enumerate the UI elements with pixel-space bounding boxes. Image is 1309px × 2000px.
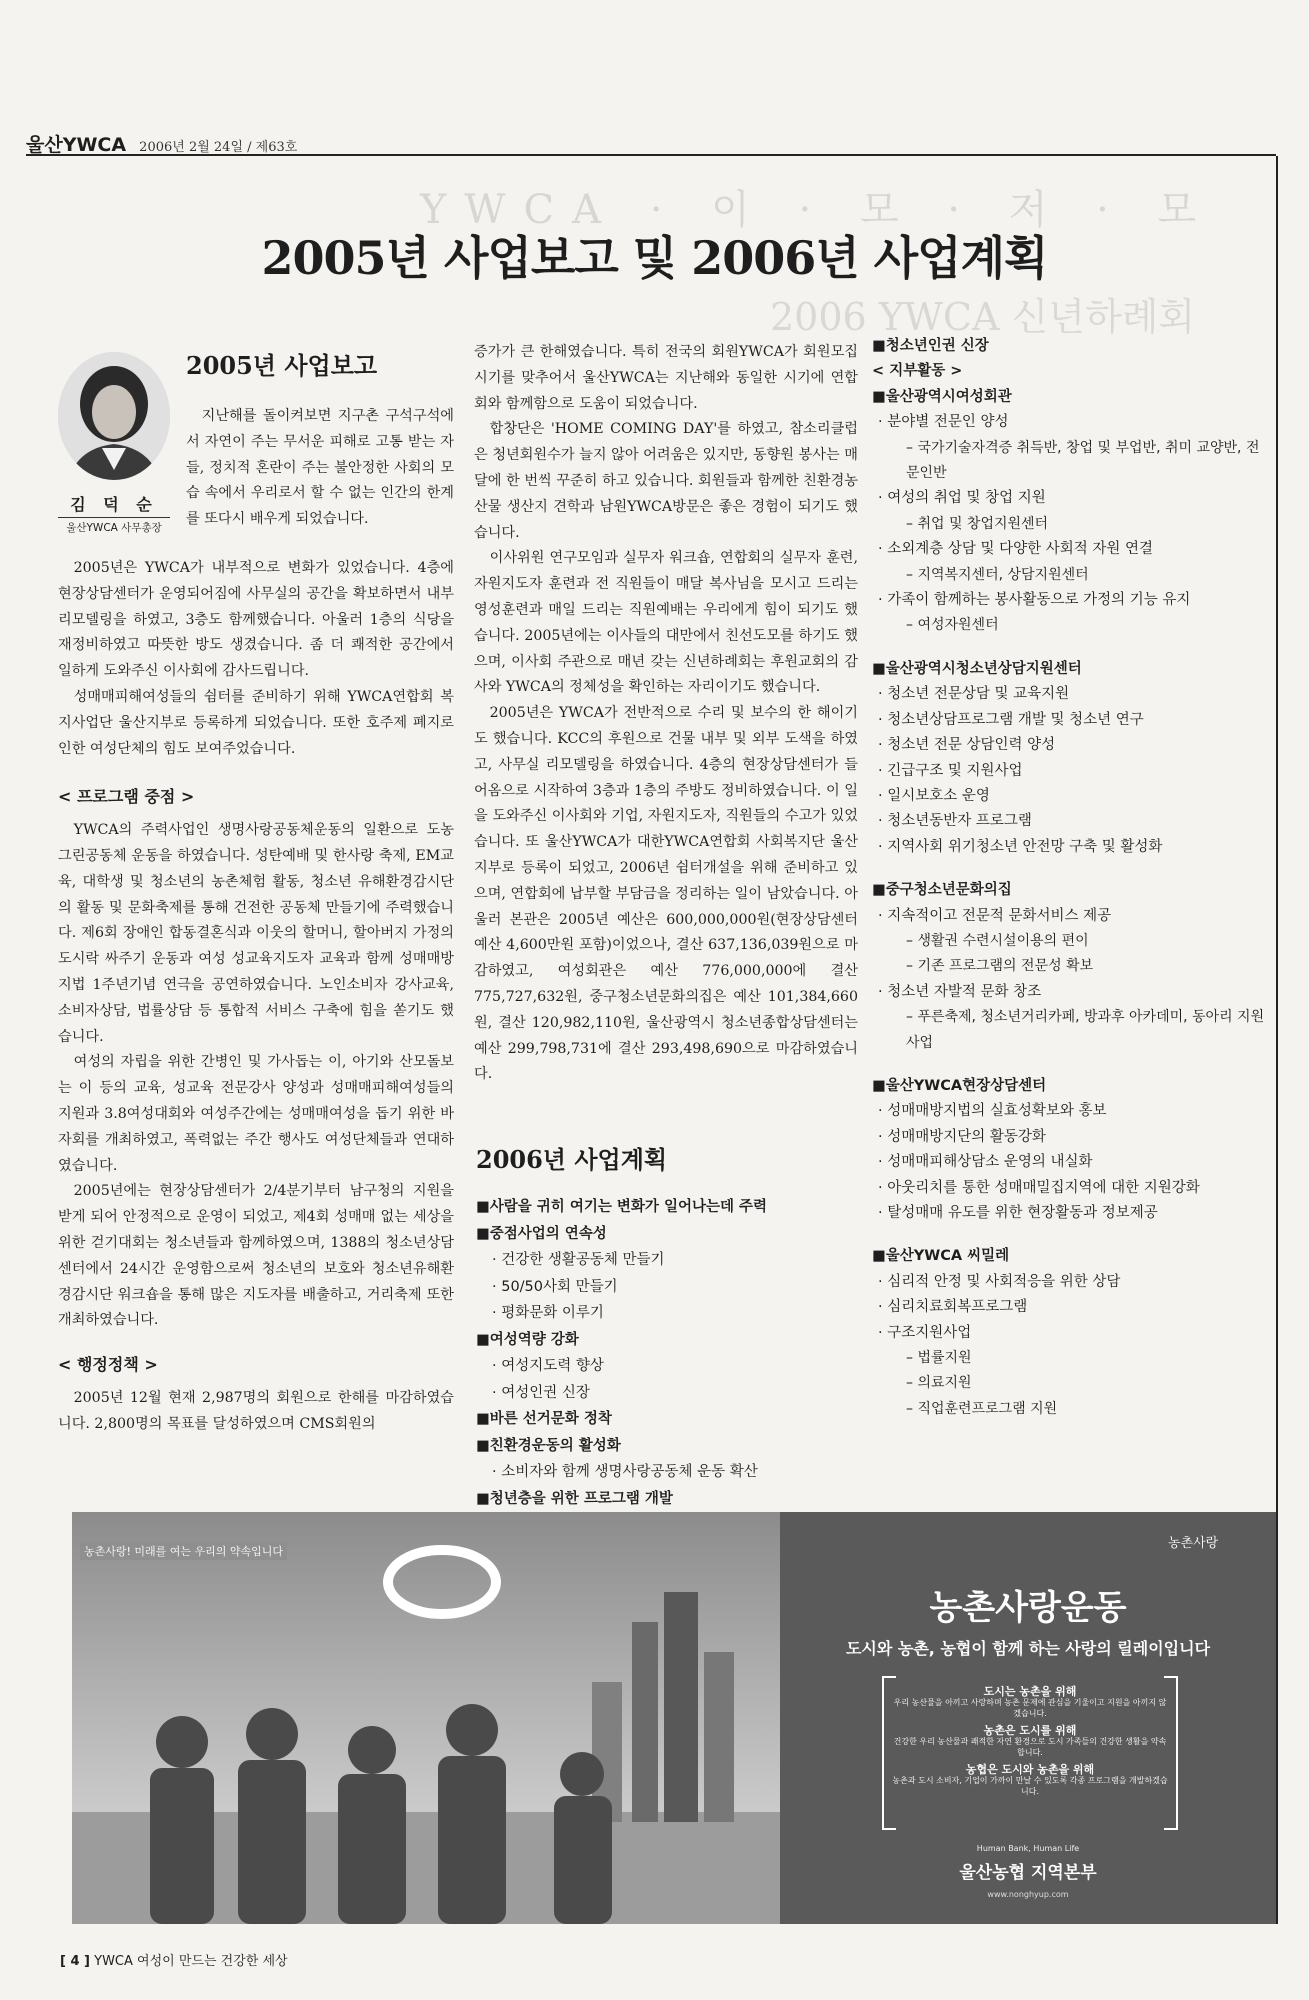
activity-detail: – 생활권 수련시설이용의 편이 — [906, 932, 1089, 949]
spacer — [872, 1226, 1268, 1244]
activity-detail: – 직업훈련프로그램 지원 — [906, 1400, 1058, 1417]
report-paragraph: 여성의 자립을 위한 간병인 및 가사돕는 이, 아기와 산모돌보는 이 등의 교육, 성교육 전문강사 양성과 성매매피해여성들의 지원과 3.8여성대회와 여성주간에는 성매매여성을 돕기 위한 바자회를 개최하였고, 폭력없는 주간 행사도 여성단체들과 연대하였습니다. — [58, 1054, 454, 1174]
ad-bank-tagline: Human Bank, Human Life — [976, 1844, 1080, 1853]
report-paragraph: 성매매피해여성들의 쉼터를 준비하기 위해 YWCA연합회 복지사업단 울산지부로 등록하게 되었습니다. 또한 호주제 폐지로 인한 여성단체의 힘도 보여주었습니다. — [58, 688, 454, 757]
activity-bullet: · 소외계층 상담 및 다양한 사회적 자원 연결 — [878, 541, 1153, 558]
report-paragraph: 2005년에는 현장상담센터가 2/4분기부터 남구청의 지원을 받게 되어 안정적으로 운영이 되었고, 제4회 성매매 없는 세상을 위한 걷기대회는 청소년들과 함께하였으며, 1388의 청소년상담센터에서 24시간 운영함으로써 청소년의 보호와 청소년유해환경감시단 워크숍을 통해 많은 지도자를 배출하고, 거리축제 또한 개최하였습니다. — [58, 1183, 454, 1329]
activity-bullet: · 청소년 전문 상담인력 양성 — [878, 737, 1056, 754]
activity-detail: – 여성자원센터 — [906, 617, 999, 634]
report-intro-text: 지난해를 돌이켜보면 지구촌 구석구석에서 자연이 주는 무서운 피해로 고통 받는 자들, 정치적 혼란이 주는 불안정한 사회의 모습 속에서 우리로서 할 수 없는 인간의 한계를 또다시 배우게 되었습니다. — [186, 408, 454, 528]
ghost-title-right: 2006 YWCA 신년하례회 — [770, 295, 1196, 339]
activity-bullet: · 긴급구조 및 지원사업 — [878, 762, 1023, 779]
plan-list — [476, 1194, 860, 1512]
pledge-body: 농촌과 도시 소비자, 기업이 가까이 만날 수 있도록 각종 프로그램을 개발하겠습니다. — [892, 1776, 1168, 1796]
activity-bullet: · 지역사회 위기청소년 안전망 구축 및 활성화 — [878, 838, 1163, 855]
activity-bullet: · 분야별 전문인 양성 — [878, 414, 1009, 431]
bracket-right — [1164, 1676, 1178, 1830]
activity-bullet: · 가족이 함께하는 봉사활동으로 가정의 기능 유지 — [878, 592, 1191, 609]
activity-bullet: · 심리치료회복프로그램 — [878, 1299, 1028, 1316]
plan-heading: ■친환경운동의 활성화 — [476, 1437, 621, 1454]
activity-bullet: · 청소년 전문상담 및 교육지원 — [878, 686, 1070, 703]
activity-bullet: · 청소년동반자 프로그램 — [878, 813, 1032, 830]
pledge-body: 건강한 우리 농산물과 쾌적한 자연 환경으로 도시 가족들의 건강한 생활을 약속합니다. — [893, 1737, 1167, 1757]
report-column-1 — [58, 556, 454, 1438]
plan-bullet: · 여성지도력 향상 — [492, 1358, 604, 1374]
ad-subtitle: 도시와 농촌, 농협이 함께 하는 사랑의 릴레이입니다 — [845, 1639, 1211, 1658]
ad-url: www.nonghyup.com — [987, 1890, 1069, 1899]
author-role: 울산YWCA 사무총장 — [58, 517, 170, 535]
author-caption — [58, 492, 170, 535]
report-paragraph: YWCA의 주력사업인 생명사랑공동체운동의 일환으로 도농 그린공동체 운동을 하였습니다. 성탄예배 및 한사랑 축제, EM교육, 대학생 및 청소년의 농촌체험 활동, 청소년 유해환경감시단의 활동 및 문화축제를 통해 건전한 공동체 만들기에 주력했습니다. 제6회 장애인 합동결혼식과 이웃의 할머니, 할아버지 가정의 도시락 싸주기 운동과 여성 성교육지도자 교육과 함께 성매매방지법 1주년기념 연극을 공연하였습니다. 노인소비자 강사교육, 소비자상담, 법률상담 등 통합적 서비스 구축에 힘을 쏟기도 했습니다. — [58, 822, 454, 1045]
activity-bullet: · 일시보호소 운영 — [878, 787, 990, 804]
page-footer — [60, 1950, 288, 1969]
ad-slogan: 농촌사랑! 미래를 여는 우리의 약속입니다 — [80, 1542, 287, 1560]
report-paragraph: 2005년은 YWCA가 내부적으로 변화가 있었습니다. 4층에 현장상담센터가 운영되어짐에 사무실의 공간을 확보하면서 내부 리모델링을 하였고, 3층도 함께했습니다. 아울러 1층의 식당을 재정비하였고 따뜻한 방도 생겼습니다. 좀 더 쾌적한 공간에서 일하게 도와주신 이사회에 감사드립니다. — [58, 560, 454, 680]
plan-heading: ■중점사업의 연속성 — [476, 1225, 607, 1242]
masthead-brand: 울산YWCA — [26, 134, 127, 156]
activity-bullet: · 여성의 취업 및 창업 지원 — [878, 490, 1046, 507]
pledge-body: 우리 농산물을 아끼고 사랑하며 농촌 문제에 관심을 기울이고 지원을 아끼지 않겠습니다. — [893, 1698, 1167, 1718]
ad-logo: 농촌사랑 — [1168, 1536, 1219, 1551]
plan-heading: ■사람을 귀히 여기는 변화가 일어나는데 주력 — [476, 1199, 768, 1215]
ad-bank-name: 울산농협 지역본부 — [959, 1863, 1097, 1883]
activity-detail: – 푸른축제, 청소년거리카페, 방과후 아카데미, 동아리 지원사업 — [906, 1009, 1265, 1051]
ad-title: 농촌사랑운동 — [929, 1588, 1127, 1628]
activity-bullet: · 청소년 자발적 문화 창조 — [878, 983, 1042, 1000]
activity-heading: < 지부활동 > — [872, 363, 963, 380]
activity-detail: – 취업 및 창업지원센터 — [906, 515, 1049, 532]
activity-detail: – 지역복지센터, 상담지원센터 — [906, 566, 1089, 583]
activity-heading: ■울산YWCA현장상담센터 — [872, 1077, 1047, 1094]
activity-heading: ■울산광역시청소년상담지원센터 — [872, 660, 1082, 677]
plan-bullet: · 50/50사회 만들기 — [492, 1278, 618, 1295]
report-intro — [186, 404, 454, 533]
activity-heading: ■울산광역시여성회관 — [872, 388, 1012, 405]
ad-pledge-box — [890, 1680, 1170, 1840]
plan-title: 2006년 사업계획 — [476, 1145, 668, 1174]
activity-bullet: · 성매매방지단의 활동강화 — [878, 1128, 1046, 1145]
activity-bullet: · 지속적이고 전문적 문화서비스 제공 — [878, 907, 1112, 924]
plan-bullet: · 평화문화 이루기 — [492, 1305, 604, 1321]
pledge-head: 도시는 농촌을 위해 — [983, 1685, 1077, 1698]
activity-bullet: · 청소년상담프로그램 개발 및 청소년 연구 — [878, 711, 1144, 728]
activity-bullet: · 구조지원사업 — [878, 1324, 972, 1341]
plan-heading: ■바른 선거문화 정착 — [476, 1411, 612, 1427]
activity-detail: – 기존 프로그램의 전문성 확보 — [906, 958, 1094, 975]
page-headline: 2005년 사업보고 및 2006년 사업계획 — [261, 231, 1048, 285]
plan-bullet: · 소비자와 함께 생명사랑공동체 운동 확산 — [492, 1464, 758, 1480]
activity-detail: – 의료지원 — [906, 1375, 972, 1392]
pledge-head: 농촌은 도시를 위해 — [983, 1724, 1077, 1737]
bracket-left — [882, 1676, 896, 1830]
activity-bullet: · 성매매피해상담소 운영의 내실화 — [878, 1154, 1093, 1171]
footer-text: YWCA 여성이 만드는 건강한 세상 — [94, 1954, 288, 1969]
author-photo — [58, 352, 170, 480]
pledge-head: 농협은 도시와 농촌을 위해 — [965, 1763, 1095, 1776]
activity-detail: – 국가기술자격증 취득반, 창업 및 부업반, 취미 교양반, 전문인반 — [906, 439, 1260, 482]
activity-bullet: · 심리적 안정 및 사회적응을 위한 상담 — [878, 1273, 1121, 1290]
branch-activities — [872, 334, 1268, 1422]
program-heading: < 프로그램 중점 > — [58, 787, 195, 807]
report-paragraph: 증가가 큰 한해였습니다. 특히 전국의 회원YWCA가 회원모집 시기를 맞추어서 울산YWCA는 지난해와 동일한 시기에 연합회와 함께함으로 도움이 되었습니다. — [474, 344, 858, 412]
masthead — [26, 130, 297, 157]
report-paragraph: 2005년 12월 현재 2,987명의 회원으로 한해를 마감하였습니다. 2,800명의 목표를 달성하였으며 CMS회원의 — [58, 1389, 454, 1432]
activity-detail: – 법률지원 — [906, 1350, 972, 1367]
plan-bullet: · 건강한 생활공동체 만들기 — [492, 1252, 665, 1268]
activity-heading: ■울산YWCA 씨밀레 — [872, 1248, 1010, 1265]
report-paragraph: 합창단은 'HOME COMING DAY'를 하였고, 참소리클럽은 청년회원수가 늘지 않아 어려움은 있지만, 동향원 봉사는 매달에 한 번씩 꾸준히 하고 있습니다. 회원들과 함께한 친환경농산물 생산지 견학과 남원YWCA방문은 좋은 경험이 되기도 했습니다. — [474, 421, 858, 541]
report-title: 2005년 사업보고 — [186, 351, 378, 380]
report-column-2 — [474, 340, 858, 1088]
masthead-date: 2006년 2월 24일 / 제63호 — [139, 140, 298, 155]
spacer — [872, 639, 1268, 657]
plan-bullet: · 여성인권 신장 — [492, 1384, 590, 1401]
admin-heading: < 행정정책 > — [58, 1355, 158, 1375]
author-name: 김 덕 순 — [70, 495, 158, 514]
activity-heading: ■청소년인권 신장 — [872, 338, 989, 354]
plan-heading: ■여성역량 강화 — [476, 1331, 579, 1348]
page-number: [ 4 ] — [60, 1954, 90, 1969]
plan-heading: ■청년층을 위한 프로그램 개발 — [476, 1490, 673, 1507]
activity-bullet: · 아웃리치를 통한 성매매밀집지역에 대한 지원강화 — [878, 1179, 1200, 1196]
activity-bullet: · 성매매방지법의 실효성확보와 홍보 — [878, 1103, 1107, 1120]
report-paragraph: 2005년은 YWCA가 전반적으로 수리 및 보수의 한 해이기도 했습니다. KCC의 후원으로 건물 내부 및 외부 도색을 하였고, 사무실 리모델링을 하였습니다. 4층의 현장상담센터가 들어옴으로 시작하여 3층과 1층의 주방도 정비하였습니다. 이 일을 도와주신 이사회와 기업, 자원지도자, 직원들의 수고가 있었습니다. 또 울산YWCA가 대한YWCA연합회 사회복지단 울산지부로 등록이 되었고, 2006년 쉼터개설을 위해 준비하고 있으며, 연합회에 납부할 부담금을 정리하는 일이 남았습니다. 아울러 본관은 2005년 예산은 600,000,000원(현장상담센터 예산 4,600만원 포함)이었으나, 결산 637,136,039원으로 마감하였고, 여성회관은 예산 776,000,000에 결산 775,727,632원, 중구청소년문화의집은 예산 101,384,660원, 결산 120,982,110원, 울산광역시 청소년종합상담센터는 예산 299,798,731에 결산 293,498,690으로 마감하였습니다. — [474, 705, 858, 1083]
activity-bullet: · 탈성매매 유도를 위한 현장활동과 정보제공 — [878, 1205, 1158, 1221]
report-paragraph: 이사위원 연구모임과 실무자 워크숍, 연합회의 실무자 훈련, 자원지도자 훈련과 전 직원들이 매달 복사님을 모시고 드리는 영성훈련과 매일 드리는 직원예배는 우리에게 힘이 되기도 했습니다. 2005년에는 이사들의 대만에서 친선도모를 하기도 했으며, 이사회 주관으로 매년 갖는 신년하례회는 후원교회의 감사와 YWCA의 정체성을 확인하는 자리이기도 했습니다. — [474, 550, 858, 696]
spacer — [872, 1056, 1268, 1074]
ghost-banner: YWCA · 이 · 모 · 저 · 모 — [420, 187, 1215, 233]
spacer — [872, 860, 1268, 878]
activity-heading: ■중구청소년문화의집 — [872, 882, 1012, 899]
